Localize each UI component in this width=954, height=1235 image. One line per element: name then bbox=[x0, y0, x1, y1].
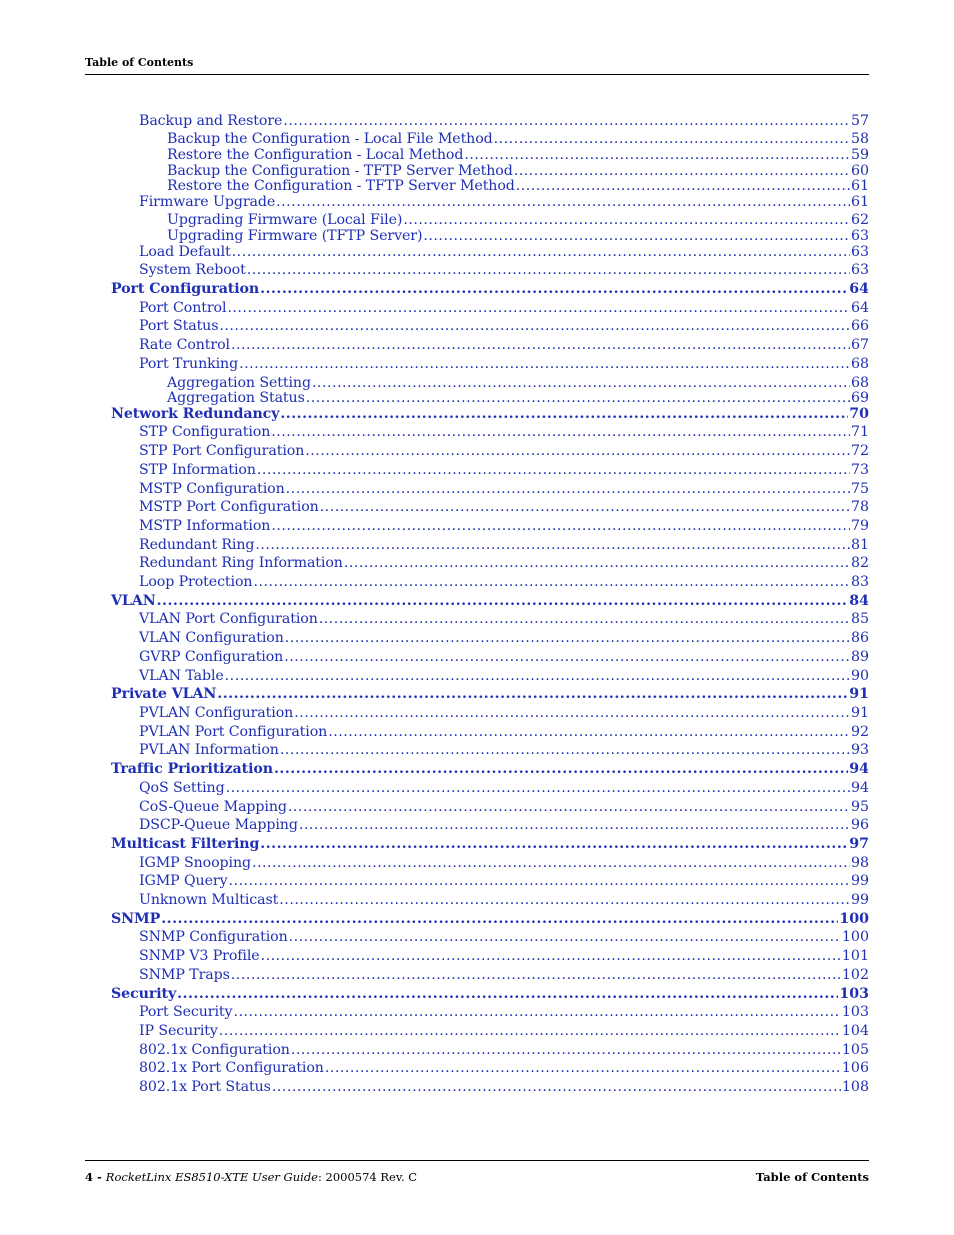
toc-dot-leader bbox=[423, 228, 850, 245]
toc-section-entry[interactable] bbox=[139, 817, 869, 834]
footer-guide-title: RocketLinx ES8510-XTE User Guide bbox=[105, 1170, 318, 1184]
toc-page-number: 91 bbox=[850, 705, 869, 721]
toc-dot-leader bbox=[239, 356, 850, 373]
toc-dot-leader bbox=[403, 212, 850, 229]
footer-guide-reference bbox=[85, 1170, 417, 1184]
toc-entry-title: MSTP Information bbox=[139, 518, 271, 534]
toc-dot-leader bbox=[283, 113, 850, 130]
toc-dot-leader bbox=[464, 147, 850, 164]
toc-dot-leader bbox=[494, 131, 850, 148]
toc-entry-title: VLAN Configuration bbox=[139, 630, 284, 646]
toc-dot-leader bbox=[516, 178, 850, 195]
toc-section-entry[interactable] bbox=[139, 537, 869, 554]
toc-dot-leader bbox=[217, 686, 848, 703]
toc-chapter-entry[interactable] bbox=[111, 406, 869, 423]
toc-entry-title: Aggregation Setting bbox=[167, 375, 311, 391]
toc-dot-leader bbox=[219, 318, 850, 335]
toc-page-number: 104 bbox=[841, 1023, 869, 1039]
toc-entry-title: 802.1x Configuration bbox=[139, 1042, 290, 1058]
toc-dot-leader bbox=[305, 443, 850, 460]
toc-dot-leader bbox=[271, 424, 850, 441]
toc-page-number: 91 bbox=[849, 686, 869, 702]
toc-page-number: 94 bbox=[849, 761, 869, 777]
toc-entry-title: Backup the Configuration - TFTP Server Method bbox=[167, 163, 513, 179]
toc-entry-title: SNMP V3 Profile bbox=[139, 948, 260, 964]
toc-page-number: 66 bbox=[850, 318, 869, 334]
toc-dot-leader bbox=[219, 1023, 841, 1040]
toc-dot-leader bbox=[232, 244, 850, 261]
toc-chapter-entry[interactable] bbox=[111, 986, 869, 1003]
toc-dot-leader bbox=[271, 518, 850, 535]
toc-entry-title: Backup the Configuration - Local File Method bbox=[167, 131, 493, 147]
toc-page-number: 62 bbox=[850, 212, 869, 228]
toc-entry-title: 802.1x Port Status bbox=[139, 1079, 271, 1095]
toc-dot-leader bbox=[284, 649, 850, 666]
toc-section-entry[interactable] bbox=[139, 262, 869, 279]
toc-section-entry[interactable] bbox=[139, 113, 869, 130]
toc-entry-title: STP Information bbox=[139, 462, 256, 478]
toc-entry-title: SNMP Configuration bbox=[139, 929, 288, 945]
toc-entry-title: Restore the Configuration - TFTP Server Method bbox=[167, 178, 515, 194]
toc-entry-title: STP Configuration bbox=[139, 424, 271, 440]
toc-page-number: 82 bbox=[850, 555, 869, 571]
toc-section-entry[interactable] bbox=[139, 1079, 869, 1096]
toc-dot-leader bbox=[261, 948, 841, 965]
toc-entry-title: Redundant Ring Information bbox=[139, 555, 343, 571]
toc-section-entry[interactable] bbox=[139, 518, 869, 535]
toc-section-entry[interactable] bbox=[167, 390, 869, 407]
toc-chapter-entry[interactable] bbox=[111, 686, 869, 703]
toc-entry-title: System Reboot bbox=[139, 262, 246, 278]
toc-page-number: 102 bbox=[841, 967, 869, 983]
toc-section-entry[interactable] bbox=[139, 799, 869, 816]
toc-page-number: 98 bbox=[850, 855, 869, 871]
toc-entry-title: Load Default bbox=[139, 244, 231, 260]
toc-page-number: 63 bbox=[850, 244, 869, 260]
toc-entry-title: Private VLAN bbox=[111, 686, 217, 702]
toc-section-entry[interactable] bbox=[139, 318, 869, 335]
toc-dot-leader bbox=[225, 668, 850, 685]
toc-dot-leader bbox=[279, 892, 850, 909]
toc-page-number: 63 bbox=[850, 262, 869, 278]
toc-dot-leader bbox=[291, 1042, 841, 1059]
footer-section-title: Table of Contents bbox=[755, 1170, 869, 1184]
toc-page-number: 99 bbox=[850, 873, 869, 889]
toc-entry-title: PVLAN Configuration bbox=[139, 705, 294, 721]
toc-chapter-entry[interactable] bbox=[111, 761, 869, 778]
toc-dot-leader bbox=[157, 593, 849, 610]
footer-doc-number: : 2000574 Rev. C bbox=[318, 1170, 418, 1184]
toc-entry-title: Port Security bbox=[139, 1004, 233, 1020]
toc-page-number: 79 bbox=[850, 518, 869, 534]
toc-page-number: 103 bbox=[839, 986, 869, 1002]
toc-entry-title: Loop Protection bbox=[139, 574, 253, 590]
toc-dot-leader bbox=[280, 742, 850, 759]
toc-page-number: 108 bbox=[841, 1079, 869, 1095]
toc-page-number: 69 bbox=[850, 390, 869, 406]
toc-dot-leader bbox=[226, 780, 850, 797]
toc-section-entry[interactable] bbox=[139, 611, 869, 628]
toc-dot-leader bbox=[306, 390, 850, 407]
toc-section-entry[interactable] bbox=[139, 194, 869, 211]
toc-page-number: 84 bbox=[849, 593, 869, 609]
toc-dot-leader bbox=[274, 761, 848, 778]
toc-page-number: 81 bbox=[850, 537, 869, 553]
toc-section-entry[interactable] bbox=[139, 855, 869, 872]
toc-entry-title: Traffic Prioritization bbox=[111, 761, 273, 777]
toc-entry-title: IP Security bbox=[139, 1023, 218, 1039]
toc-page-number: 61 bbox=[850, 178, 869, 194]
toc-page-number: 103 bbox=[841, 1004, 869, 1020]
toc-entry-title: Network Redundancy bbox=[111, 406, 280, 422]
toc-page-number: 99 bbox=[850, 892, 869, 908]
toc-section-entry[interactable] bbox=[139, 499, 869, 516]
toc-page-number: 83 bbox=[850, 574, 869, 590]
toc-dot-leader bbox=[255, 537, 850, 554]
toc-section-entry[interactable] bbox=[139, 780, 869, 797]
toc-page-number: 68 bbox=[850, 375, 869, 391]
toc-section-entry[interactable] bbox=[139, 873, 869, 890]
toc-page-number: 105 bbox=[841, 1042, 869, 1058]
toc-dot-leader bbox=[285, 630, 850, 647]
toc-page-number: 61 bbox=[850, 194, 869, 210]
toc-section-entry[interactable] bbox=[167, 212, 869, 229]
toc-page-number: 78 bbox=[850, 499, 869, 515]
toc-chapter-entry[interactable] bbox=[111, 281, 869, 298]
toc-entry-title: Aggregation Status bbox=[167, 390, 305, 406]
toc-entry-title: Multicast Filtering bbox=[111, 836, 260, 852]
toc-page-number: 93 bbox=[850, 742, 869, 758]
toc-section-entry[interactable] bbox=[139, 1042, 869, 1059]
toc-entry-title: VLAN Port Configuration bbox=[139, 611, 318, 627]
toc-entry-title: PVLAN Information bbox=[139, 742, 279, 758]
toc-dot-leader bbox=[233, 1004, 840, 1021]
toc-entry-title: Upgrading Firmware (Local File) bbox=[167, 212, 403, 228]
header-rule bbox=[85, 74, 869, 75]
toc-entry-title: PVLAN Port Configuration bbox=[139, 724, 328, 740]
toc-page-number: 100 bbox=[839, 911, 869, 927]
toc-entry-title: CoS-Queue Mapping bbox=[139, 799, 287, 815]
toc-section-entry[interactable] bbox=[167, 131, 869, 148]
toc-entry-title: Restore the Configuration - Local Method bbox=[167, 147, 464, 163]
toc-entry-title: SNMP Traps bbox=[139, 967, 230, 983]
toc-page-number: 101 bbox=[841, 948, 869, 964]
toc-entry-title: Firmware Upgrade bbox=[139, 194, 276, 210]
toc-dot-leader bbox=[344, 555, 850, 572]
toc-page-number: 64 bbox=[850, 300, 869, 316]
toc-entry-title: STP Port Configuration bbox=[139, 443, 305, 459]
toc-page-number: 60 bbox=[850, 163, 869, 179]
toc-dot-leader bbox=[177, 986, 838, 1003]
toc-section-entry[interactable] bbox=[139, 1023, 869, 1040]
toc-entry-title: GVRP Configuration bbox=[139, 649, 284, 665]
toc-entry-title: 802.1x Port Configuration bbox=[139, 1060, 324, 1076]
toc-entry-title: IGMP Snooping bbox=[139, 855, 251, 871]
toc-section-entry[interactable] bbox=[139, 555, 869, 572]
toc-chapter-entry[interactable] bbox=[111, 911, 869, 928]
toc-section-entry[interactable] bbox=[139, 1060, 869, 1077]
toc-dot-leader bbox=[299, 817, 850, 834]
toc-dot-leader bbox=[272, 1079, 841, 1096]
toc-section-entry[interactable] bbox=[139, 443, 869, 460]
toc-entry-title: Redundant Ring bbox=[139, 537, 255, 553]
toc-dot-leader bbox=[253, 574, 850, 591]
toc-section-entry[interactable] bbox=[139, 724, 869, 741]
toc-dot-leader bbox=[228, 873, 849, 890]
toc-entry-title: Backup and Restore bbox=[139, 113, 283, 129]
toc-entry-title: SNMP bbox=[111, 911, 161, 927]
toc-page-number: 71 bbox=[850, 424, 869, 440]
toc-page-number: 106 bbox=[841, 1060, 869, 1076]
toc-section-entry[interactable] bbox=[139, 244, 869, 261]
toc-entry-title: Port Trunking bbox=[139, 356, 239, 372]
toc-page-number: 72 bbox=[850, 443, 869, 459]
toc-page-number: 75 bbox=[850, 481, 869, 497]
toc-page-number: 100 bbox=[841, 929, 869, 945]
toc-section-entry[interactable] bbox=[167, 178, 869, 195]
toc-section-entry[interactable] bbox=[139, 424, 869, 441]
footer-rule bbox=[85, 1160, 869, 1161]
toc-section-entry[interactable] bbox=[139, 481, 869, 498]
toc-section-entry[interactable] bbox=[139, 649, 869, 666]
toc-section-entry[interactable] bbox=[139, 1004, 869, 1021]
toc-dot-leader bbox=[227, 300, 850, 317]
toc-section-entry[interactable] bbox=[139, 630, 869, 647]
toc-entry-title: Security bbox=[111, 986, 177, 1002]
toc-page-number: 67 bbox=[850, 337, 869, 353]
toc-dot-leader bbox=[320, 499, 850, 516]
toc-dot-leader bbox=[247, 262, 850, 279]
toc-page-number: 97 bbox=[849, 836, 869, 852]
toc-entry-title: MSTP Port Configuration bbox=[139, 499, 319, 515]
toc-entry-title: Rate Control bbox=[139, 337, 230, 353]
toc-section-entry[interactable] bbox=[139, 742, 869, 759]
toc-section-entry[interactable] bbox=[139, 337, 869, 354]
toc-section-entry[interactable] bbox=[139, 892, 869, 909]
toc-page-number: 70 bbox=[849, 406, 869, 422]
toc-entry-title: Port Control bbox=[139, 300, 227, 316]
toc-entry-title: Port Status bbox=[139, 318, 219, 334]
toc-page-number: 94 bbox=[850, 780, 869, 796]
toc-page-number: 92 bbox=[850, 724, 869, 740]
toc-page-number: 85 bbox=[850, 611, 869, 627]
toc-page-number: 59 bbox=[850, 147, 869, 163]
toc-dot-leader bbox=[286, 481, 850, 498]
toc-page-number: 90 bbox=[850, 668, 869, 684]
toc-page-number: 63 bbox=[850, 228, 869, 244]
toc-entry-title: VLAN bbox=[111, 593, 156, 609]
toc-page-number: 58 bbox=[850, 131, 869, 147]
toc-chapter-entry[interactable] bbox=[111, 593, 869, 610]
toc-dot-leader bbox=[325, 1060, 841, 1077]
toc-dot-leader bbox=[260, 281, 848, 298]
toc-entry-title: DSCP-Queue Mapping bbox=[139, 817, 298, 833]
toc-dot-leader bbox=[257, 462, 850, 479]
toc-dot-leader bbox=[260, 836, 848, 853]
toc-dot-leader bbox=[161, 911, 838, 928]
toc-dot-leader bbox=[276, 194, 850, 211]
toc-dot-leader bbox=[231, 967, 841, 984]
toc-page-number: 73 bbox=[850, 462, 869, 478]
toc-page-number: 96 bbox=[850, 817, 869, 833]
toc-entry-title: QoS Setting bbox=[139, 780, 225, 796]
toc-dot-leader bbox=[288, 799, 850, 816]
toc-dot-leader bbox=[231, 337, 850, 354]
toc-section-entry[interactable] bbox=[139, 668, 869, 685]
toc-page-number: 64 bbox=[849, 281, 869, 297]
toc-page-number: 68 bbox=[850, 356, 869, 372]
toc-section-entry[interactable] bbox=[139, 967, 869, 984]
running-header: Table of Contents bbox=[85, 56, 194, 69]
toc-page-number: 95 bbox=[850, 799, 869, 815]
toc-entry-title: MSTP Configuration bbox=[139, 481, 285, 497]
toc-entry-title: VLAN Table bbox=[139, 668, 224, 684]
toc-dot-leader bbox=[252, 855, 850, 872]
toc-section-entry[interactable] bbox=[139, 356, 869, 373]
toc-dot-leader bbox=[280, 406, 848, 423]
toc-page-number: 89 bbox=[850, 649, 869, 665]
toc-dot-leader bbox=[328, 724, 850, 741]
toc-entry-title: Unknown Multicast bbox=[139, 892, 279, 908]
toc-page-number: 57 bbox=[850, 113, 869, 129]
toc-section-entry[interactable] bbox=[139, 705, 869, 722]
toc-section-entry[interactable] bbox=[139, 929, 869, 946]
footer-page-number: 4 - bbox=[85, 1170, 106, 1184]
toc-section-entry[interactable] bbox=[139, 462, 869, 479]
toc-section-entry[interactable] bbox=[139, 574, 869, 591]
toc-dot-leader bbox=[289, 929, 841, 946]
toc-dot-leader bbox=[294, 705, 850, 722]
toc-entry-title: IGMP Query bbox=[139, 873, 228, 889]
toc-dot-leader bbox=[319, 611, 850, 628]
toc-section-entry[interactable] bbox=[139, 948, 869, 965]
toc-entry-title: Upgrading Firmware (TFTP Server) bbox=[167, 228, 423, 244]
toc-page-number: 86 bbox=[850, 630, 869, 646]
toc-entry-title: Port Configuration bbox=[111, 281, 260, 297]
toc-section-entry[interactable] bbox=[167, 228, 869, 245]
toc-chapter-entry[interactable] bbox=[111, 836, 869, 853]
toc-section-entry[interactable] bbox=[139, 300, 869, 317]
toc-section-entry[interactable] bbox=[167, 147, 869, 164]
